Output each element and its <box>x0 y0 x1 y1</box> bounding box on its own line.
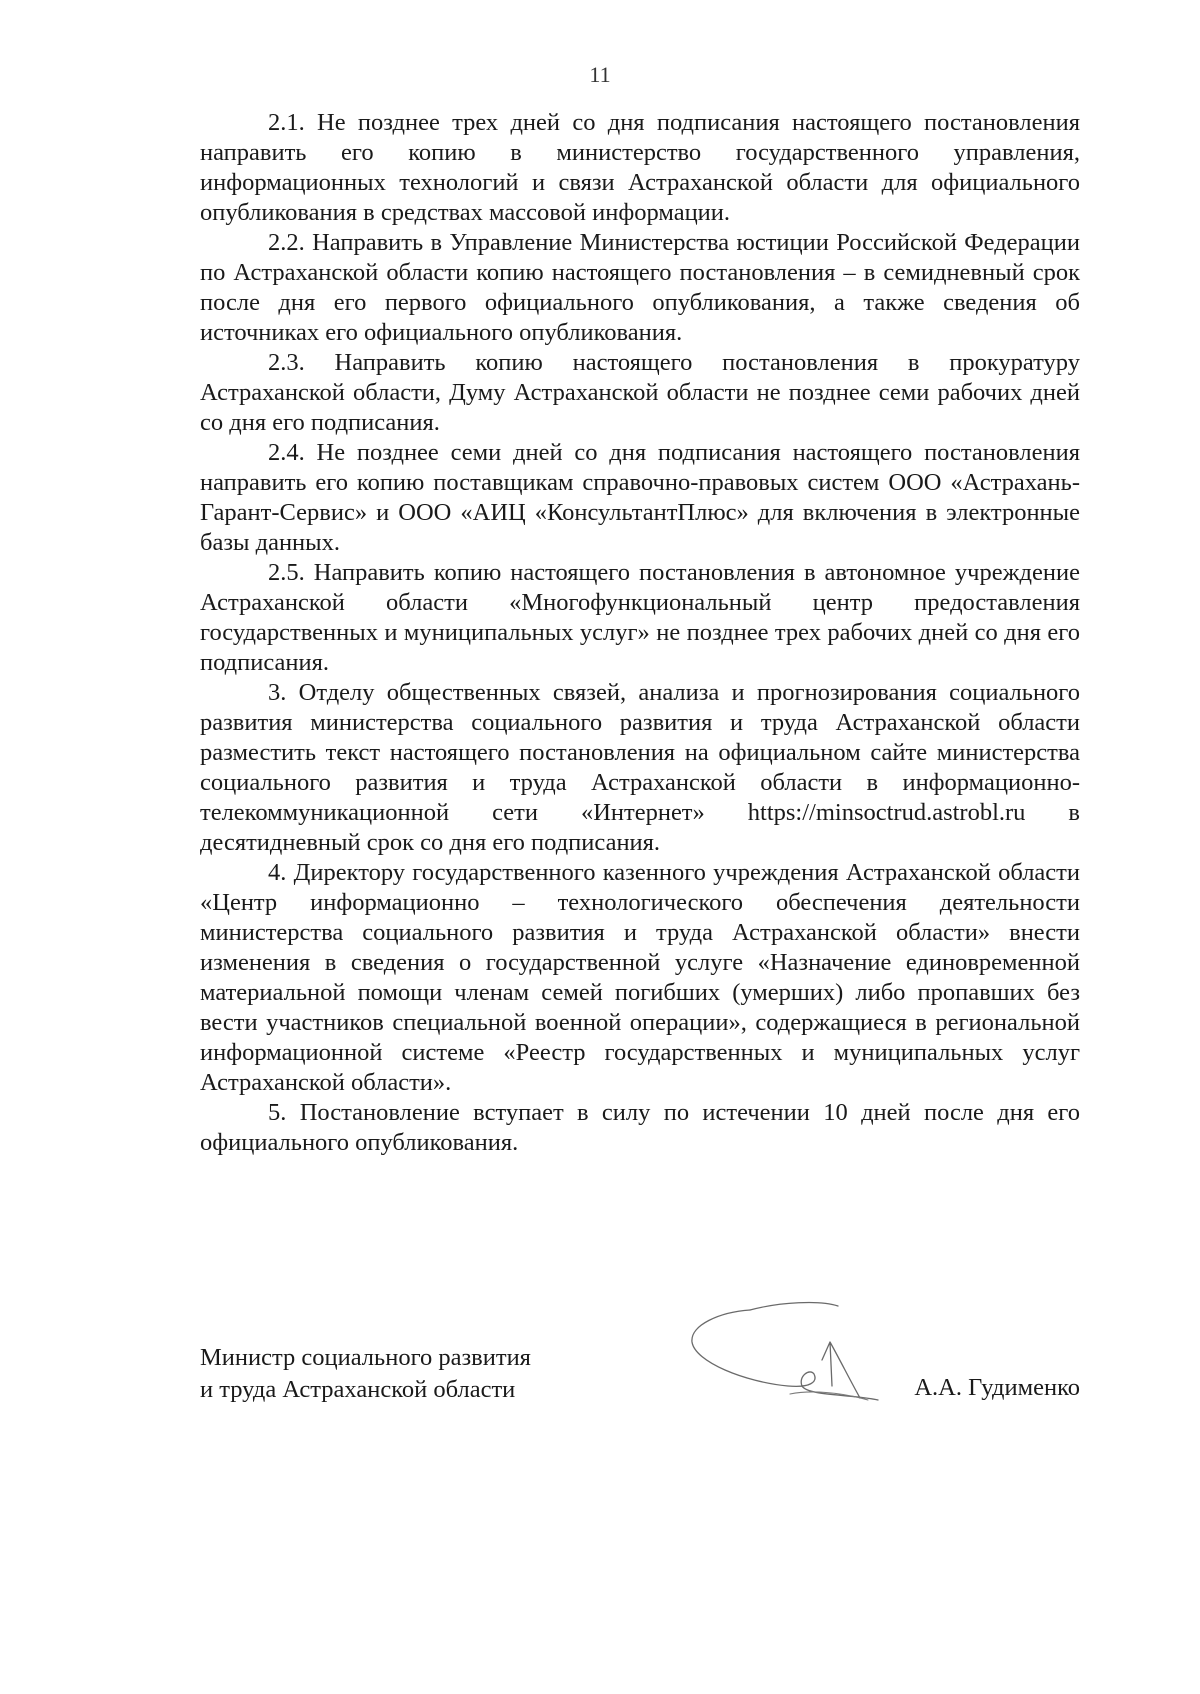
paragraph-2-1: 2.1. Не позднее трех дней со дня подписания настоящего постановления направить его копию в министерство государственного управления, информационных технологий и связи Астраханской области для официального опубликования в средствах массовой информации. <box>200 109 1080 226</box>
paragraph-4: 4. Директору государственного казенного учреждения Астраханской области «Центр информационно – технологического обеспечения деятельности министерства социального развития и труда Астраханской области» внести изменения в сведения о государственной услуге «Назначение единовременной материальной помощи членам семей погибших (умерших) либо пропавших без вести участников специальной военной операции», содержащиеся в региональной информационной системе «Реестр государственных и муниципальных услуг Астраханской области». <box>200 859 1080 1096</box>
signer-title-line-2: и труда Астраханской области <box>200 1376 516 1403</box>
signer-title <box>200 1342 531 1406</box>
paragraph-3: 3. Отделу общественных связей, анализа и прогнозирования социального развития министерства социального развития и труда Астраханской области разместить текст настоящего постановления на официальном сайте министерства социального развития и труда Астраханской области в информационно-телекоммуникационной сети «Интернет» https://minsoctrud.astrobl.ru в десятидневный срок со дня его подписания. <box>200 679 1080 856</box>
paragraph-5: 5. Постановление вступает в силу по истечении 10 дней после дня его официального опубликования. <box>200 1099 1080 1156</box>
paragraph-2-2: 2.2. Направить в Управление Министерства юстиции Российской Федерации по Астраханской области копию настоящего постановления – в семидневный срок после дня его первого официального опубликования, а также сведения об источниках его официального опубликования. <box>200 229 1080 346</box>
signer-name: А.А. Гудименко <box>914 1374 1080 1401</box>
document-body <box>200 108 1080 1158</box>
signature-block <box>200 1342 1080 1442</box>
paragraph-2-5: 2.5. Направить копию настоящего постановления в автономное учреждение Астраханской области «Многофункциональный центр предоставления государственных и муниципальных услуг» не позднее трех рабочих дней со дня его подписания. <box>200 559 1080 676</box>
page-number: 11 <box>589 62 611 87</box>
signer-title-line-1: Министр социального развития <box>200 1344 531 1371</box>
paragraph-2-4: 2.4. Не позднее семи дней со дня подписания настоящего постановления направить его копию поставщикам справочно-правовых систем ООО «Астрахань-Гарант-Сервис» и ООО «АИЦ «КонсультантПлюс» для включения в электронные базы данных. <box>200 439 1080 556</box>
paragraph-2-3: 2.3. Направить копию настоящего постановления в прокуратуру Астраханской области, Думу Астраханской области не позднее семи рабочих дней со дня его подписания. <box>200 349 1080 436</box>
